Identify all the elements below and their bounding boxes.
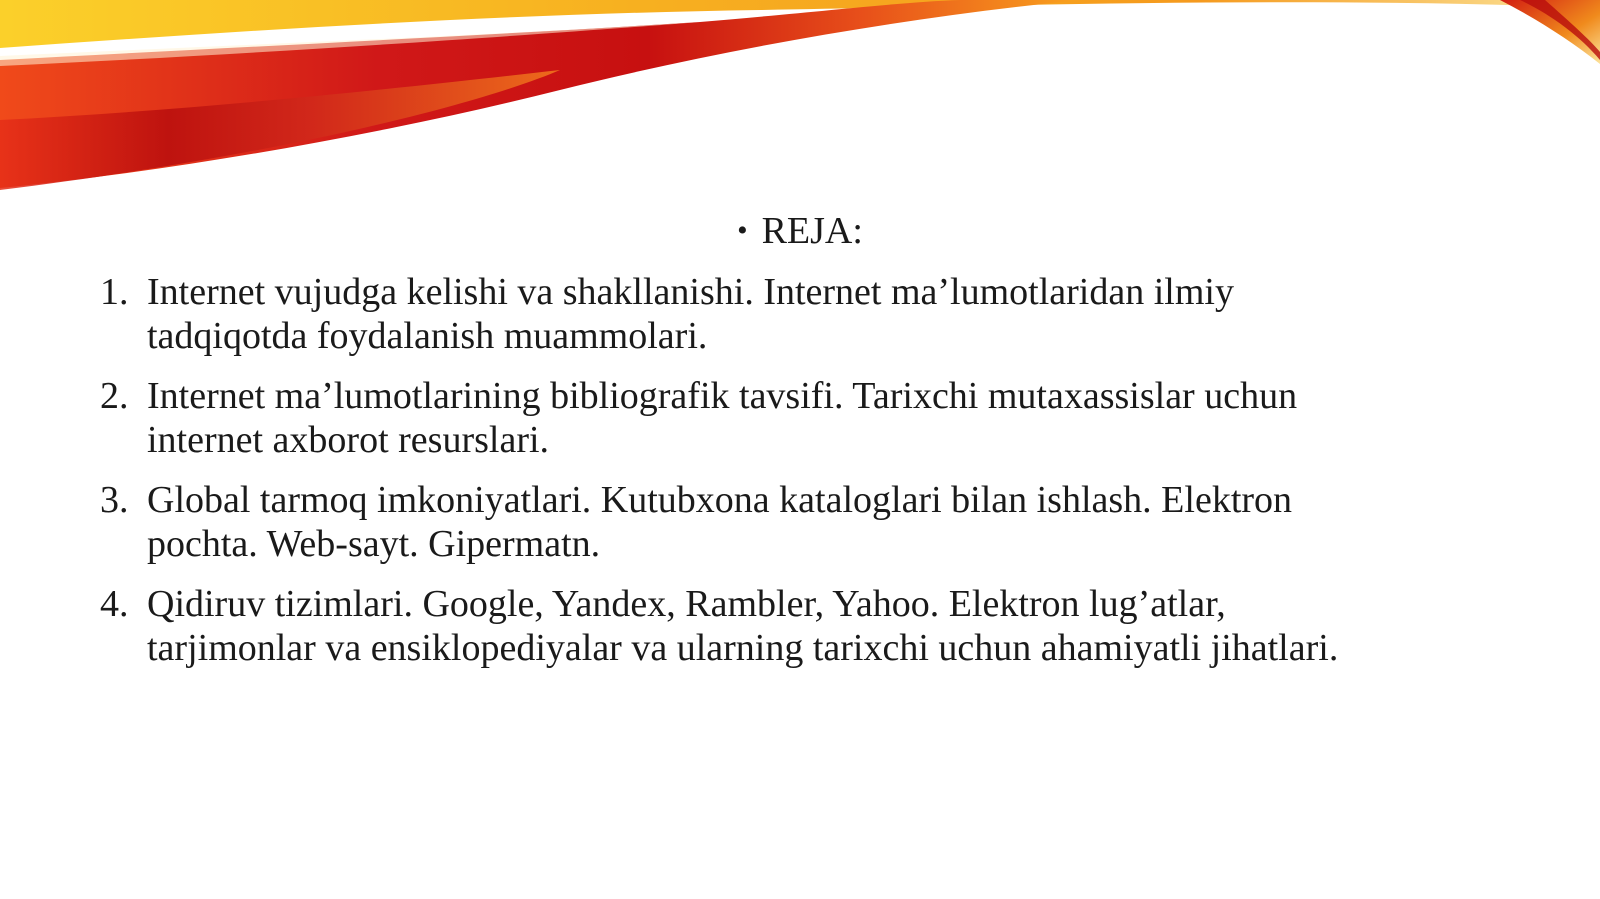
heading-text: REJA: [761, 210, 863, 252]
list-item-number: 2. [100, 375, 129, 417]
heading-bullet: • [737, 214, 748, 247]
plan-list [100, 270, 1500, 686]
list-item-number: 1. [100, 271, 129, 313]
list-item-line: pochta. Web-sayt. Gipermatn. [147, 523, 601, 565]
list-item-number: 4. [100, 583, 129, 625]
list-item-line: internet axborot resurslari. [147, 419, 550, 461]
slide-heading [0, 208, 1600, 254]
list-item-line: tadqiqotda foydalanish muammolari. [147, 315, 708, 357]
list-item [100, 374, 1500, 462]
list-item-line: Internet ma’lumotlarining bibliografik tavsifi. Tarixchi mutaxassislar uchun [147, 375, 1298, 417]
list-item-number: 3. [100, 479, 129, 521]
list-item-line: Global tarmoq imkoniyatlari. Kutubxona kataloglari bilan ishlash. Elektron [147, 479, 1293, 521]
list-item-line: tarjimonlar va ensiklopediyalar va ularning tarixchi uchun ahamiyatli jihatlari. [147, 627, 1339, 669]
list-item [100, 582, 1500, 670]
list-item-line: Internet vujudga kelishi va shakllanishi. Internet ma’lumotlaridan ilmiy [147, 271, 1234, 313]
list-item [100, 478, 1500, 566]
decorative-wave-banner [0, 0, 1600, 200]
list-item [100, 270, 1500, 358]
list-item-line: Qidiruv tizimlari. Google, Yandex, Rambler, Yahoo. Elektron lug’atlar, [147, 583, 1226, 625]
